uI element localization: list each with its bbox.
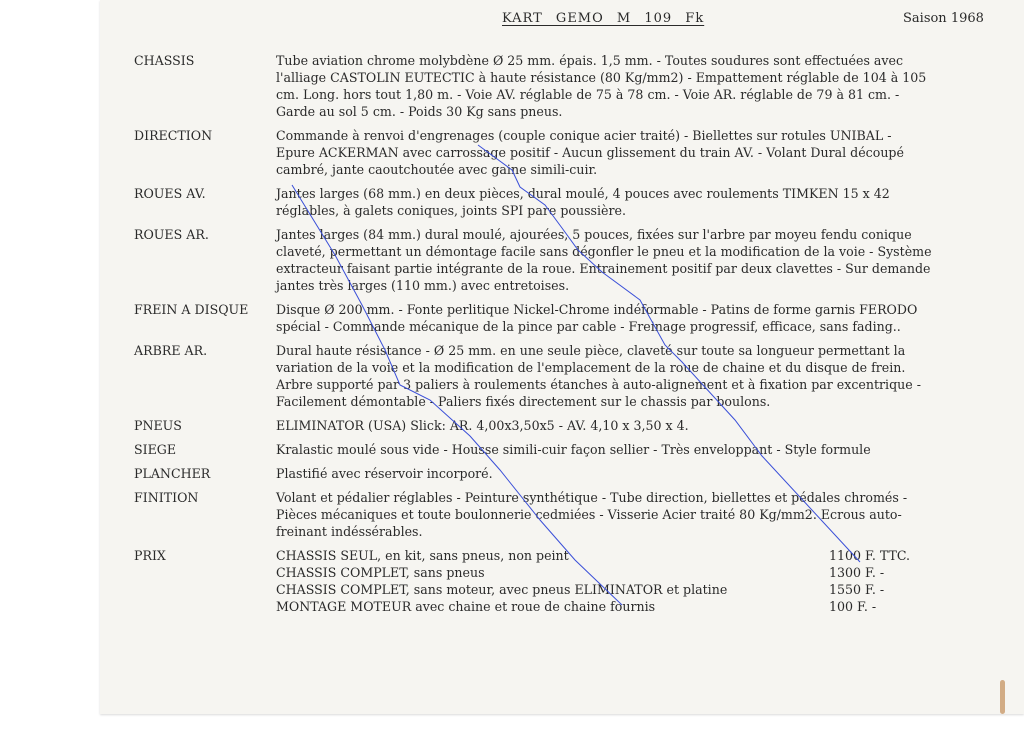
section-label: FREIN A DISQUE — [134, 302, 249, 317]
section-label: DIRECTION — [134, 128, 213, 143]
price-row — [276, 581, 934, 598]
price-row — [276, 564, 934, 581]
price-list — [276, 547, 934, 615]
price-value: 100 F. - — [829, 599, 877, 614]
section-text: Jantes larges (68 mm.) en deux pièces, dural moulé, 4 pouces avec roulements TIMKEN 15 x 42 réglables, à galets coniques, joints SPI pare poussière. — [276, 186, 890, 218]
section-arbre — [134, 342, 934, 410]
section-plancher — [134, 465, 934, 482]
season-label: Saison 1968 — [903, 11, 984, 26]
section-roues-ar — [134, 226, 934, 294]
price-row — [276, 598, 934, 615]
price-desc: CHASSIS COMPLET, sans pneus — [276, 565, 485, 580]
section-text: Plastifié avec réservoir incorporé. — [276, 466, 493, 481]
section-prix — [134, 547, 934, 615]
section-text: Kralastic moulé sous vide - Housse simili-cuir façon sellier - Très enveloppant - Style formule — [276, 442, 871, 457]
section-text: Jantes larges (84 mm.) dural moulé, ajourées, 5 pouces, fixées sur l'arbre par moyeu fendu conique claveté, permettant un démontage facile sans dégonfler le pneu et la modification de la voie - Système extracteur faisant partie intégrante de la roue. Entrainement positif par deux clavettes - Sur demande jantes très larges (110 mm.) avec entretoises. — [276, 227, 932, 293]
section-roues-av — [134, 185, 934, 219]
section-label: FINITION — [134, 490, 199, 505]
section-finition — [134, 489, 934, 540]
section-label: PNEUS — [134, 418, 182, 433]
paper-stain — [1000, 680, 1005, 714]
section-label: CHASSIS — [134, 53, 195, 68]
section-pneus — [134, 417, 934, 434]
section-label: SIEGE — [134, 442, 177, 457]
section-label: ROUES AV. — [134, 186, 206, 201]
spec-sections — [134, 52, 934, 622]
section-text: Commande à renvoi d'engrenages (couple conique acier traité) - Biellettes sur rotules UNIBAL - Epure ACKERMAN avec carrossage positif - Aucun glissement du train AV. - Volant Dural découpé cambré, jante caoutchoutée avec gaine simili-cuir. — [276, 128, 904, 177]
section-frein — [134, 301, 934, 335]
document-title: KART GEMO M 109 Fk — [502, 11, 705, 26]
price-value: 1550 F. - — [829, 582, 885, 597]
section-direction — [134, 127, 934, 178]
price-desc: CHASSIS SEUL, en kit, sans pneus, non peint — [276, 548, 569, 563]
price-value: 1300 F. - — [829, 565, 885, 580]
section-label: PRIX — [134, 548, 166, 563]
price-row — [276, 547, 934, 564]
price-value: 1100 F. TTC. — [829, 548, 911, 563]
section-text: Tube aviation chrome molybdène Ø 25 mm. épais. 1,5 mm. - Toutes soudures sont effectuées avec l'alliage CASTOLIN EUTECTIC à haute résistance (80 Kg/mm2) - Empattement réglable de 104 à 105 cm. Long. hors tout 1,80 m. - Voie AV. réglable de 75 à 78 cm. - Voie AR. réglable de 79 à 81 cm. - Garde au sol 5 cm. - Poids 30 Kg sans pneus. — [276, 53, 927, 119]
price-desc: MONTAGE MOTEUR avec chaine et roue de chaine fournis — [276, 599, 656, 614]
section-label: ROUES AR. — [134, 227, 209, 242]
section-chassis — [134, 52, 934, 120]
section-text: ELIMINATOR (USA) Slick: AR. 4,00x3,50x5 - AV. 4,10 x 3,50 x 4. — [276, 418, 689, 433]
section-text: Disque Ø 200 mm. - Fonte perlitique Nickel-Chrome indéformable - Patins de forme garnis FERODO spécial - Commande mécanique de la pince par cable - Freinage progressif, efficace, sans fading.. — [276, 302, 918, 334]
price-desc: CHASSIS COMPLET, sans moteur, avec pneus ELIMINATOR et platine — [276, 582, 728, 597]
section-label: PLANCHER — [134, 466, 211, 481]
section-siege — [134, 441, 934, 458]
section-text: Dural haute résistance - Ø 25 mm. en une seule pièce, claveté sur toute sa longueur permettant la variation de la voie et la modification de l'emplacement de la roue de chaine et du disque de frein. Arbre supporté par 3 paliers à roulements étanches à auto-alignement et à fixation par excentrique - Facilement démontable - Paliers fixés directement sur le chassis par boulons. — [276, 343, 921, 409]
section-label: ARBRE AR. — [134, 343, 208, 358]
section-text: Volant et pédalier réglables - Peinture synthétique - Tube direction, biellettes et pédales chromés - Pièces mécaniques et toute boulonnerie cedmiées - Visserie Acier traité 80 Kg/mm2. Ecrous auto-freinant indéssérables. — [276, 490, 908, 539]
